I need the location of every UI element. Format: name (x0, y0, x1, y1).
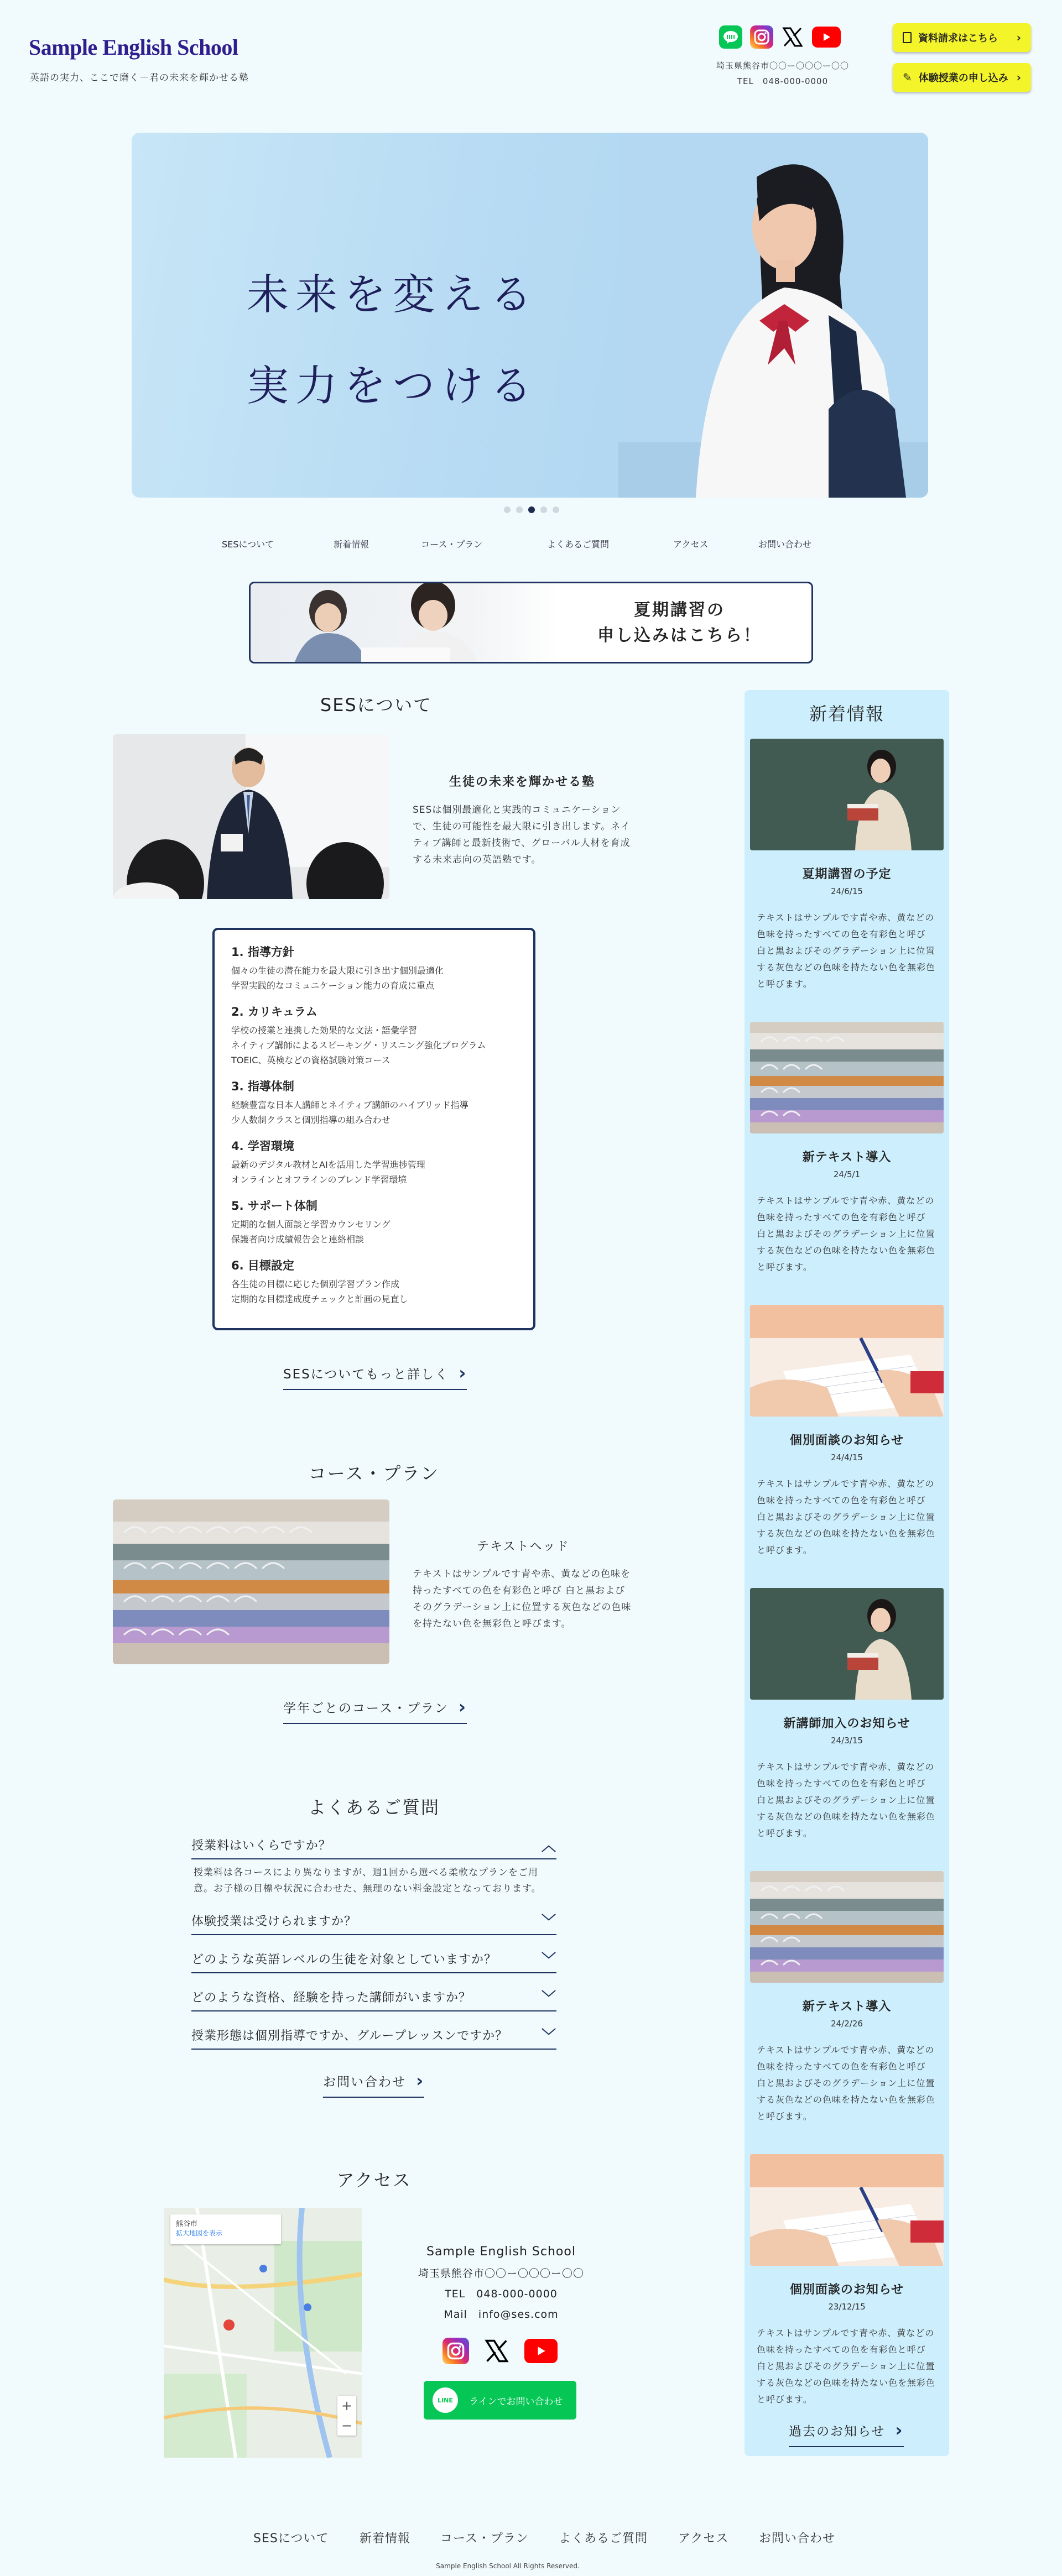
access-section-title: アクセス (336, 2170, 412, 2191)
chevron-up-icon: ︿ (541, 1838, 556, 1854)
faq-question-text: 体験授業は受けられますか？ (191, 1915, 357, 1929)
line-icon[interactable] (719, 25, 742, 49)
about-more-label: SESについてもっと詳しく (283, 1367, 449, 1382)
news-date: 24/2/26 (831, 2019, 863, 2029)
trial-lesson-label: 体験授業の申し込み (918, 72, 1008, 84)
news-date: 23/12/15 (828, 2302, 866, 2312)
news-card[interactable] (745, 1588, 949, 1842)
about-points-box (212, 928, 535, 1330)
map-info-card (170, 2214, 281, 2244)
about-point-line: 保護者向け成績報告会と連絡相談 (231, 1234, 365, 1245)
access-address: 埼玉県熊谷市〇〇ー〇〇〇ー〇〇 (418, 2267, 584, 2280)
chevron-right-icon: › (459, 1362, 467, 1383)
news-title: 新講師加入のお知らせ (783, 1717, 910, 1731)
nav-item-course[interactable]: コース・プラン (421, 539, 483, 550)
pencil-icon: ✎ (903, 71, 912, 84)
hero-copy (247, 249, 539, 431)
chevron-down-icon: ﹀ (541, 1952, 556, 1968)
news-image (750, 1588, 944, 1700)
course-plan-link[interactable] (283, 1696, 467, 1724)
chevron-down-icon: ﹀ (541, 2028, 556, 2045)
course-heading: テキストヘッド (477, 1540, 570, 1554)
trial-lesson-button[interactable] (893, 63, 1031, 92)
about-point-line: 経験豊富な日本人講師とネイティブ講師のハイブリッド指導 (231, 1100, 468, 1110)
line-contact-button[interactable] (424, 2381, 576, 2420)
summer-course-banner[interactable] (249, 582, 813, 663)
news-image (750, 1871, 944, 1983)
about-point-title: 3. 指導体制 (231, 1080, 294, 1093)
news-card[interactable] (745, 1022, 949, 1276)
news-card[interactable] (745, 1305, 949, 1559)
news-date: 24/5/1 (833, 1169, 861, 1179)
hero-line-2: 実力をつける (247, 361, 539, 410)
footer-nav (253, 2529, 840, 2546)
news-date: 24/3/15 (831, 1736, 863, 1746)
faq-contact-link[interactable] (323, 2070, 424, 2098)
access-tel: TEL 048-000-0000 (445, 2288, 558, 2300)
main-nav (222, 537, 841, 556)
course-plan-label: 学年ごとのコース・プラン (283, 1701, 449, 1716)
faq-question-5[interactable] (191, 2025, 556, 2050)
about-point-line: オンラインとオフラインのブレンド学習環境 (231, 1174, 407, 1185)
footer-nav-about[interactable]: SESについて (253, 2532, 329, 2546)
news-title: 夏期講習の予定 (802, 868, 892, 881)
news-image (750, 2154, 944, 2266)
faq-question-text: 授業形態は個別指導ですか、グループレッスンですか？ (191, 2029, 508, 2043)
nav-item-contact[interactable]: お問い合わせ (758, 539, 812, 550)
news-card[interactable] (745, 1871, 949, 2125)
news-body: テキストはサンプルです青や赤、黄などの色味を持ったすべての色を有彩色と呼び 白と黒およびそのグラデーション上に位置する灰色などの色味を持たない色を無彩色と呼びます。 (757, 1762, 936, 1838)
youtube-icon[interactable] (524, 2339, 558, 2363)
about-point-title: 5. サポート体制 (231, 1199, 317, 1213)
faq-question-3[interactable] (191, 1948, 556, 1973)
faq-question-text: どのような英語レベルの生徒を対象としていますか？ (191, 1953, 497, 1967)
news-body: テキストはサンプルです青や赤、黄などの色味を持ったすべての色を有彩色と呼び 白と黒およびそのグラデーション上に位置する灰色などの色味を持たない色を無彩色と呼びます。 (757, 1195, 936, 1272)
slide-dot-1[interactable] (504, 506, 511, 513)
access-mail: Mail info@ses.com (444, 2308, 559, 2321)
news-section-title: 新着情報 (809, 703, 884, 724)
news-date: 24/4/15 (831, 1452, 863, 1462)
about-point-line: 最新のデジタル教材とAIを活用した学習進捗管理 (231, 1159, 425, 1170)
document-icon (903, 32, 912, 43)
news-date: 24/6/15 (831, 886, 863, 896)
about-point-line: 定期的な個人面談と学習カウンセリング (231, 1219, 391, 1230)
faq-question-4[interactable] (191, 1987, 556, 2011)
course-text: テキストはサンプルです青や赤、黄などの色味を持ったすべての色を有彩色と呼び 白と黒およびそのグラデーション上に位置する灰色などの色味を持たない色を無彩色と呼びます。 (413, 1569, 632, 1629)
about-teacher-photo (113, 734, 389, 899)
slide-dot-4[interactable] (540, 506, 547, 513)
faq-list (191, 1835, 556, 2050)
about-point-title: 2. カリキュラム (231, 1005, 317, 1018)
chevron-right-icon: › (458, 1696, 467, 1717)
footer-nav-course[interactable]: コース・プラン (440, 2532, 529, 2546)
news-title: 新テキスト導入 (802, 2000, 892, 2014)
about-point-line: 少人数制クラスと個別指導の組み合わせ (231, 1115, 391, 1125)
hero-slider[interactable] (132, 133, 928, 498)
slide-dot-3[interactable] (528, 506, 535, 513)
chevron-right-icon: › (416, 2070, 425, 2091)
faq-section-title: よくあるご質問 (308, 1797, 440, 1818)
x-icon[interactable] (483, 2338, 510, 2364)
news-card[interactable] (745, 739, 949, 992)
nav-item-news[interactable]: 新着情報 (334, 539, 369, 550)
about-section-title: SESについて (320, 694, 433, 715)
chevron-right-icon: › (1016, 71, 1021, 84)
zoom-in-icon[interactable]: + (341, 2398, 353, 2413)
brochure-request-button[interactable] (893, 23, 1031, 52)
chevron-down-icon: ﹀ (541, 1914, 556, 1930)
chevron-down-icon: ﹀ (541, 1990, 556, 2007)
about-point-title: 1. 指導方針 (231, 945, 294, 959)
hero-line-1: 未来を変える (247, 270, 539, 319)
about-point-line: 学習実践的なコミュニケーション能力の育成に重点 (231, 980, 435, 991)
faq-question-text: 授業料はいくらですか？ (191, 1839, 331, 1853)
past-news-label: 過去のお知らせ (789, 2424, 886, 2439)
nav-item-access[interactable]: アクセス (673, 539, 709, 550)
slide-dot-5[interactable] (553, 506, 559, 513)
banner-line-2: 申し込みはこちら！ (597, 626, 762, 645)
news-image (750, 1022, 944, 1133)
about-point-line: 個々の生徒の潜在能力を最大限に引き出す個別最適化 (231, 965, 444, 976)
chevron-right-icon: › (1016, 31, 1021, 44)
news-sidebar (745, 690, 949, 2456)
about-point-5 (231, 1197, 517, 1247)
map-enlarge-link[interactable]: 拡大地図を表示 (176, 2229, 223, 2237)
header-tel: TEL 048-000-0000 (737, 76, 829, 86)
faq-question-1[interactable] (191, 1835, 556, 1859)
about-point-2 (231, 1003, 517, 1068)
about-point-line: 各生徒の目標に応じた個別学習プラン作成 (231, 1279, 400, 1289)
about-point-1 (231, 943, 517, 993)
access-info (404, 2245, 598, 2321)
faq-answer-1: 授業料は各コースにより異なりますが、週1回から選べる柔軟なプランをご用意。お子様の目標や状況に合わせた、無理のない料金設定となっております。 (194, 1867, 542, 1894)
header-social-links (719, 25, 841, 49)
access-map[interactable] (164, 2208, 362, 2458)
instagram-icon[interactable] (750, 25, 773, 49)
slide-dot-2[interactable] (516, 506, 523, 513)
news-title: 個別面談のお知らせ (789, 2283, 904, 2297)
access-school-name: Sample English School (426, 2245, 576, 2259)
news-body: テキストはサンプルです青や赤、黄などの色味を持ったすべての色を有彩色と呼び 白と黒およびそのグラデーション上に位置する灰色などの色味を持たない色を無彩色と呼びます。 (757, 2328, 936, 2405)
banner-students-photo (251, 583, 560, 662)
news-image (750, 739, 944, 850)
nav-item-faq[interactable]: よくあるご質問 (547, 539, 610, 550)
about-heading: 生徒の未来を輝かせる塾 (449, 775, 596, 789)
hero-student-photo (618, 133, 928, 498)
course-books-photo (113, 1499, 389, 1664)
header-address: 埼玉県熊谷市〇〇ー〇〇〇ー〇〇 (716, 61, 849, 71)
about-point-3 (231, 1078, 517, 1127)
about-point-title: 4. 学習環境 (231, 1140, 294, 1153)
map-city: 熊谷市 (176, 2220, 198, 2228)
nav-item-about[interactable]: SESについて (222, 539, 274, 550)
about-point-line: 定期的な目標達成度チェックと計画の見直し (231, 1294, 408, 1304)
banner-line-1: 夏期講習の (634, 600, 725, 620)
about-point-line: 学校の授業と連携した効果的な文法・語彙学習 (231, 1025, 418, 1036)
copyright: Sample English School All Rights Reserved. (436, 2562, 580, 2570)
site-logo[interactable]: Sample English School (29, 35, 238, 60)
news-body: テキストはサンプルです青や赤、黄などの色味を持ったすべての色を有彩色と呼び 白と黒およびそのグラデーション上に位置する灰色などの色味を持たない色を無彩色と呼びます。 (757, 912, 936, 989)
access-social-links (442, 2338, 558, 2364)
about-more-link[interactable] (283, 1362, 467, 1390)
about-point-6 (231, 1257, 517, 1307)
footer-nav-faq[interactable]: よくあるご質問 (559, 2532, 648, 2546)
faq-contact-label: お問い合わせ (323, 2075, 406, 2089)
news-image (750, 1305, 944, 1417)
footer-nav-access[interactable]: アクセス (678, 2532, 729, 2546)
about-point-4 (231, 1137, 517, 1187)
faq-question-text: どのような資格、経験を持った講師がいますか？ (191, 1991, 472, 2005)
banner-text (597, 598, 762, 649)
brochure-request-label: 資料請求はこちら (918, 33, 998, 44)
line-icon: LINE (433, 2387, 458, 2413)
chevron-right-icon: › (895, 2420, 904, 2441)
instagram-icon[interactable] (442, 2338, 469, 2364)
about-point-title: 6. 目標設定 (231, 1259, 294, 1272)
hero-pagination (504, 506, 559, 513)
about-text: SESは個別最適化と実践的コミュニケーションで、生徒の可能性を最大限に引き出します。ネイティブ講師と最新技術で、グローバル人材を育成する未来志向の英語塾です。 (413, 804, 631, 865)
news-title: 個別面談のお知らせ (789, 1434, 904, 1448)
x-icon[interactable] (781, 25, 804, 49)
course-section-title: コース・プラン (308, 1463, 440, 1484)
youtube-icon[interactable] (812, 27, 841, 48)
news-card[interactable] (745, 2154, 949, 2408)
about-point-line: ネイティブ講師によるスピーキング・リスニング強化プログラム (231, 1040, 486, 1051)
past-news-link[interactable] (789, 2420, 904, 2447)
about-point-line: TOEIC、英検などの資格試験対策コース (231, 1055, 391, 1065)
news-body: テキストはサンプルです青や赤、黄などの色味を持ったすべての色を有彩色と呼び 白と黒およびそのグラデーション上に位置する灰色などの色味を持たない色を無彩色と呼びます。 (757, 2045, 936, 2122)
faq-question-2[interactable] (191, 1910, 556, 1935)
footer-nav-news[interactable]: 新着情報 (360, 2532, 411, 2546)
line-contact-label: ラインでお問い合わせ (469, 2396, 563, 2407)
map-zoom-controls (337, 2396, 356, 2436)
footer-nav-contact[interactable]: お問い合わせ (759, 2532, 836, 2546)
zoom-out-icon[interactable]: − (341, 2418, 353, 2433)
news-title: 新テキスト導入 (802, 1151, 892, 1164)
tagline: 英語の実力、ここで磨く－君の未来を輝かせる塾 (30, 72, 249, 83)
news-body: テキストはサンプルです青や赤、黄などの色味を持ったすべての色を有彩色と呼び 白と黒およびそのグラデーション上に位置する灰色などの色味を持たない色を無彩色と呼びます。 (757, 1478, 936, 1555)
